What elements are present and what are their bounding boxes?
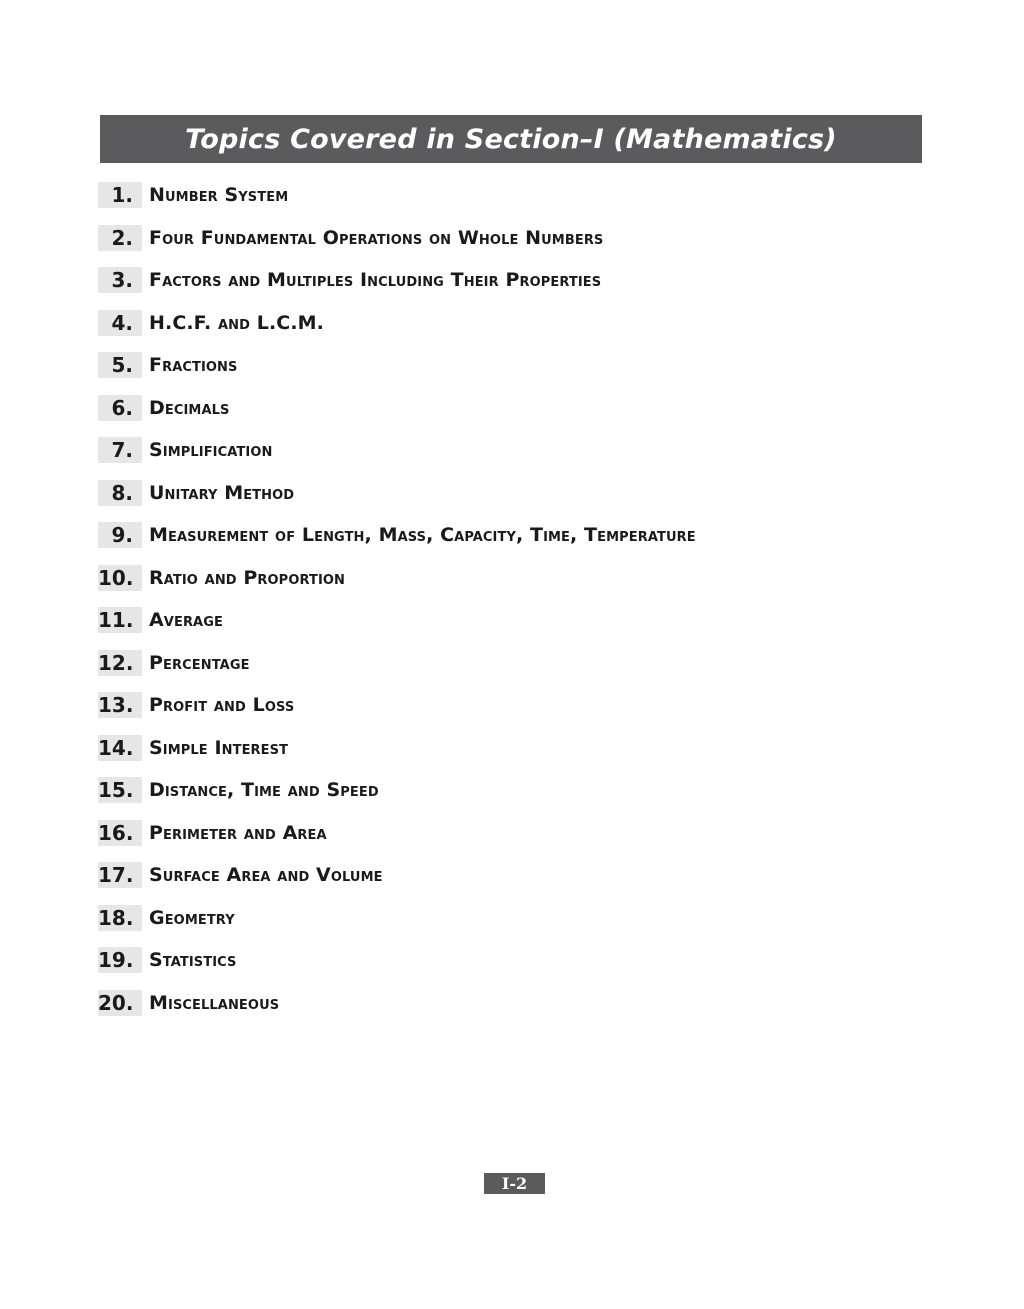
topic-number: 9.: [98, 522, 142, 548]
topic-number: 13.: [98, 692, 142, 718]
list-item: [98, 395, 898, 438]
page-number-badge: [484, 1173, 545, 1194]
topic-label: Surface Area and Volume: [149, 864, 383, 886]
list-item: [98, 267, 898, 310]
topic-number: 7.: [98, 437, 142, 463]
topic-label: Geometry: [149, 906, 235, 929]
list-item: [98, 480, 898, 523]
topic-label: Ratio and Proportion: [149, 566, 346, 589]
topic-label: Perimeter and Area: [149, 821, 327, 844]
topic-number: 18.: [98, 905, 142, 931]
topic-label: Percentage: [149, 651, 250, 674]
topic-number: 16.: [98, 820, 142, 846]
list-item: [98, 820, 898, 863]
topic-number: 3.: [98, 267, 142, 293]
topic-label: Distance, Time and Speed: [149, 779, 379, 801]
list-item: [98, 905, 898, 948]
topic-label: Decimals: [149, 396, 230, 419]
list-item: [98, 692, 898, 735]
topic-label: Profit and Loss: [149, 694, 295, 716]
section-title-banner: [100, 115, 922, 163]
list-item: [98, 352, 898, 395]
topic-label: Simple Interest: [149, 736, 289, 759]
list-item: [98, 565, 898, 608]
topic-label: Statistics: [149, 949, 237, 971]
list-item: [98, 777, 898, 820]
topic-number: 5.: [98, 352, 142, 378]
topic-number: 1.: [98, 182, 142, 208]
list-item: [98, 607, 898, 650]
list-item: [98, 990, 898, 1033]
topic-number: 17.: [98, 862, 142, 888]
topic-number: 11.: [98, 607, 142, 633]
topic-number: 20.: [98, 990, 142, 1016]
topic-label: Number System: [149, 184, 289, 206]
topic-label: Average: [149, 609, 223, 631]
page-title: Topics Covered in Section–I (Mathematics): [185, 123, 837, 155]
topic-list: [98, 182, 898, 1032]
list-item: [98, 862, 898, 905]
topic-label: Factors and Multiples Including Their Properties: [149, 269, 602, 291]
topic-label: Simplification: [149, 439, 273, 461]
list-item: [98, 225, 898, 268]
topic-number: 14.: [98, 735, 142, 761]
topic-number: 12.: [98, 650, 142, 676]
topic-label: Miscellaneous: [149, 991, 280, 1014]
topic-label: Measurement of Length, Mass, Capacity, Time, Temperature: [149, 524, 696, 546]
topic-number: 4.: [98, 310, 142, 336]
topic-number: 2.: [98, 225, 142, 251]
topic-label: H.C.F. and L.C.M.: [149, 311, 324, 334]
list-item: [98, 947, 898, 990]
topic-number: 15.: [98, 777, 142, 803]
list-item: [98, 650, 898, 693]
topic-number: 10.: [98, 565, 142, 591]
list-item: [98, 310, 898, 353]
topic-label: Fractions: [149, 354, 238, 376]
topic-number: 8.: [98, 480, 142, 506]
page-number: I-2: [501, 1174, 528, 1193]
topic-number: 6.: [98, 395, 142, 421]
topic-number: 19.: [98, 947, 142, 973]
topic-label: Four Fundamental Operations on Whole Numbers: [149, 226, 604, 249]
list-item: [98, 522, 898, 565]
list-item: [98, 437, 898, 480]
topic-label: Unitary Method: [149, 481, 295, 504]
list-item: [98, 182, 898, 225]
list-item: [98, 735, 898, 778]
